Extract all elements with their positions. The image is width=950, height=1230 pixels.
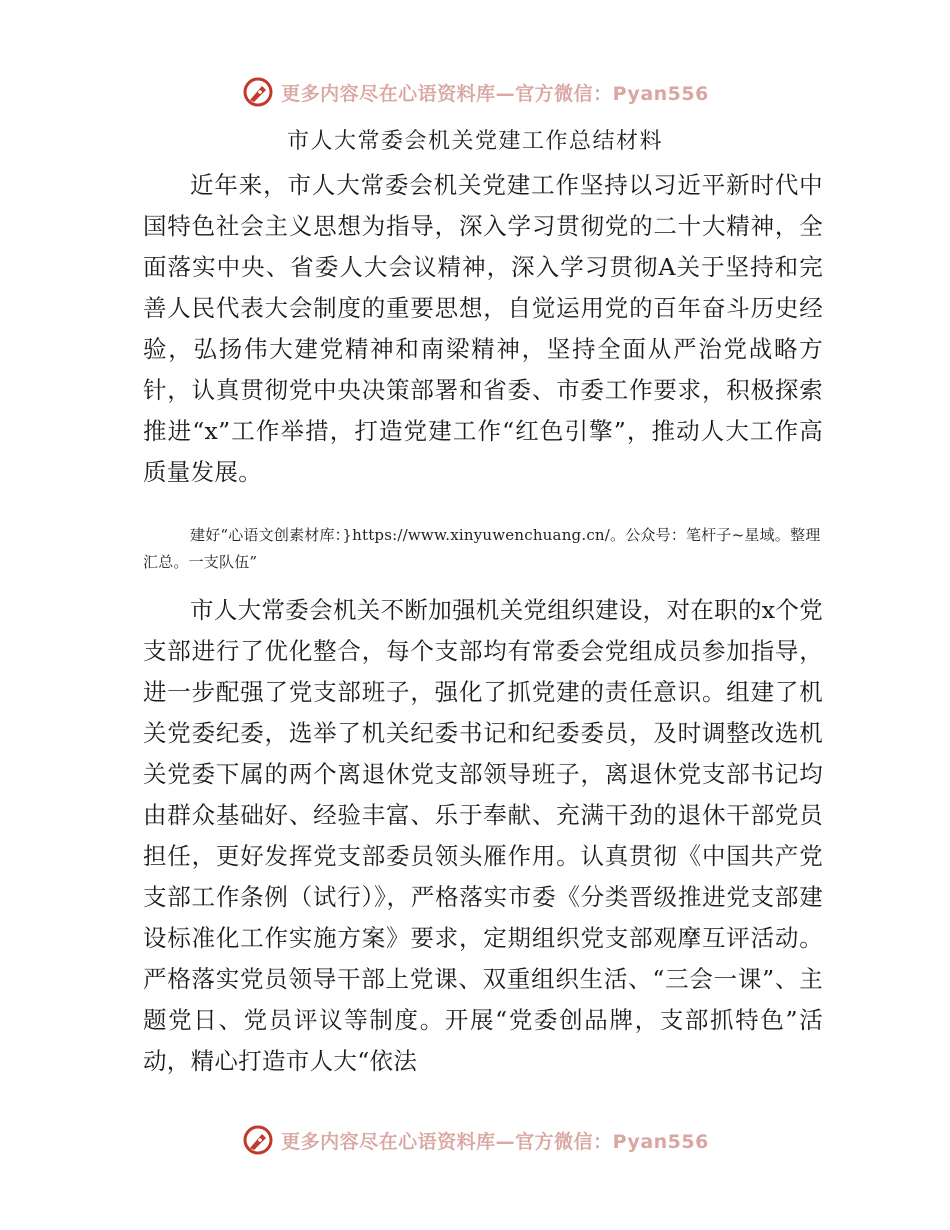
watermark-header [0, 72, 950, 112]
pen-nib-logo-icon [241, 1123, 275, 1157]
paragraph-organization: 市人大常委会机关不断加强机关党组织建设，对在职的x个党支部进行了优化整合，每个支部均有常委会党组成员参加指导，进一步配强了党支部班子，强化了抓党建的责任意识。组建了机关党委纪委，选举了机关纪委书记和纪委委员，及时调整改选机关党委下属的两个离退休党支部领导班子，离退休党支部书记均由群众基础好、经验丰富、乐于奉献、充满干劲的退休干部党员担任，更好发挥党支部委员领头雁作用。认真贯彻《中国共产党支部工作条例（试行）》，严格落实市委《分类晋级推进党支部建设标准化工作实施方案》要求，定期组织党支部观摩互评活动。严格落实党员领导干部上党课、双重组织生活、“三会一课”、主题党日、党员评议等制度。开展“党委创品牌，支部抓特色”活动，精心打造市人大“依法 [143, 596, 823, 1075]
document-title: 市人大常委会机关党建工作总结材料 [286, 129, 663, 154]
watermark-text: 更多内容尽在心语资料库—官方微信：Pyan556 [281, 82, 709, 105]
paragraph-intro: 近年来，市人大常委会机关党建工作坚持以习近平新时代中国特色社会主义思想为指导，深入学习贯彻党的二十大精神，全面落实中央、省委人大会议精神，深入学习贯彻A关于坚持和完善人民代表大会制度的重要思想，自觉运用党的百年奋斗历史经验，弘扬伟大建党精神和南梁精神，坚持全面从严治党战略方针，认真贯彻党中央决策部署和省委、市委工作要求，积极探索推进“x”工作举措，打造党建工作“红色引擎”，推动人大工作高质量发展。 [143, 171, 823, 486]
pen-nib-logo-icon [241, 75, 275, 109]
watermark-text: 更多内容尽在心语资料库—官方微信：Pyan556 [281, 1130, 709, 1153]
watermark-footer [0, 1120, 950, 1160]
source-note: 建好“心语文创素材库：}https://www.xinyuwenchuang.cn/。公众号：笔杆子~星域。整理汇总。一支队伍” [143, 526, 821, 571]
